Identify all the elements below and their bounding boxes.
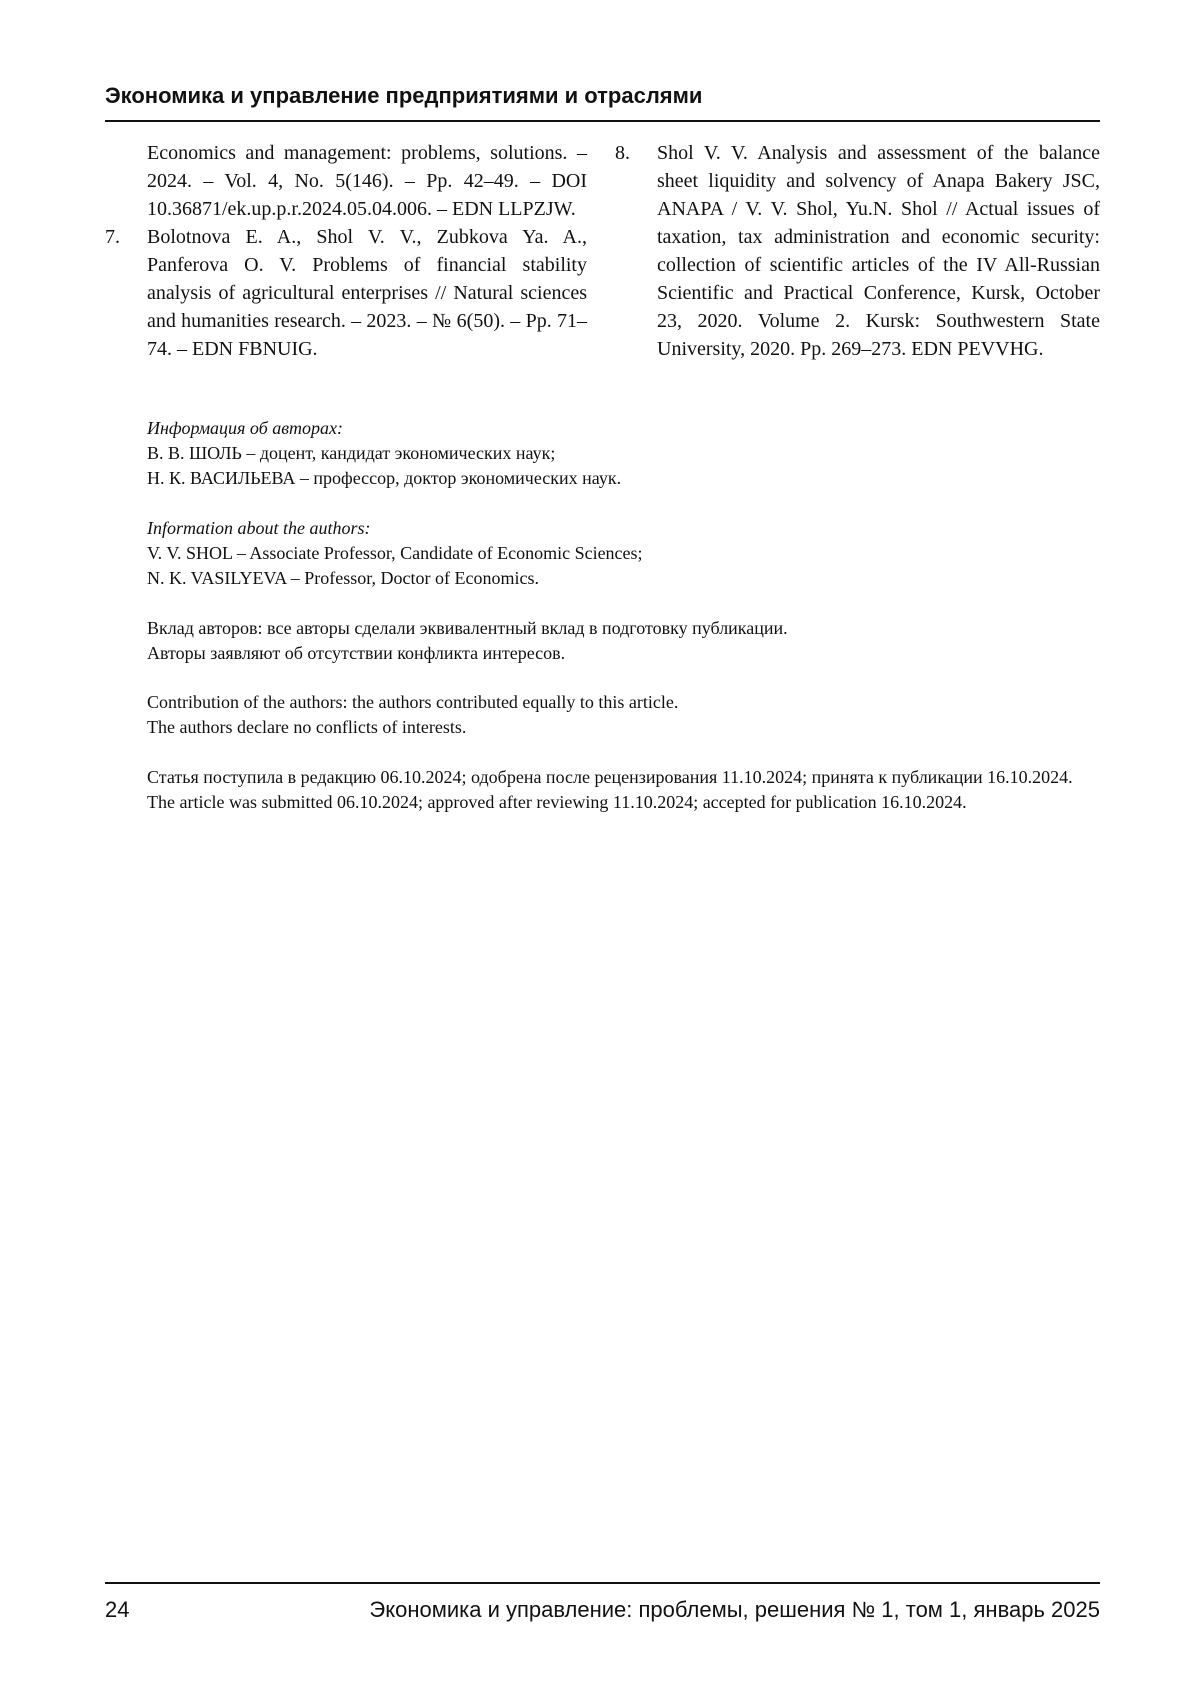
references-right-column — [615, 139, 1100, 363]
header-divider — [105, 120, 1100, 122]
conflict-line: The authors declare no conflicts of interests. — [147, 715, 1100, 740]
page-number: 24 — [105, 1594, 129, 1626]
reference-text: Shol V. V. Analysis and assessment of the balance sheet liquidity and solvency of Anapa Bakery JSC, ANAPA / V. V. Shol, Yu.N. Shol // Actual issues of taxation, tax administration and economic security: collection of scientific articles of the IV All-Russian Scientific and Practical Conference, Kursk, October 23, 2020. Volume 2. Kursk: Southwestern State University, 2020. Pp. 269–273. EDN PEVVHG. — [657, 139, 1100, 363]
article-dates-ru: Статья поступила в редакцию 06.10.2024; одобрена после рецензирования 11.10.2024; принята к публикации 16.10.2024. — [147, 765, 1100, 790]
reference-item — [615, 139, 1100, 363]
reference-item — [105, 139, 587, 223]
journal-title: Экономика и управление: проблемы, решения № 1, том 1, январь 2025 — [369, 1594, 1100, 1626]
article-dates-en: The article was submitted 06.10.2024; approved after reviewing 11.10.2024; accepted for publication 16.10.2024. — [147, 790, 1100, 815]
contribution-line: Contribution of the authors: the authors contributed equally to this article. — [147, 690, 1100, 715]
contribution-line: Вклад авторов: все авторы сделали эквивалентный вклад в подготовку публикации. — [147, 616, 1100, 641]
conflict-line: Авторы заявляют об отсутствии конфликта интересов. — [147, 641, 1100, 666]
authors-info-ru — [147, 416, 1100, 491]
contribution-en — [147, 690, 1100, 740]
running-header: Экономика и управление предприятиями и отраслями — [105, 80, 1100, 112]
reference-text: Economics and management: problems, solutions. – 2024. – Vol. 4, No. 5(146). – Pp. 42–49. – DOI 10.36871/ek.up.p.r.2024.05.04.006. – EDN LLPZJW. — [147, 139, 587, 223]
authors-info-ru-heading: Информация об авторах: — [147, 416, 1100, 441]
reference-number: 8. — [615, 139, 630, 167]
article-dates — [147, 765, 1100, 815]
authors-info-en — [147, 516, 1100, 591]
author-line: N. K. VASILYEVA – Professor, Doctor of Economics. — [147, 566, 1100, 591]
reference-item — [105, 223, 587, 363]
reference-number: 7. — [105, 223, 120, 251]
authors-info-en-heading: Information about the authors: — [147, 516, 1100, 541]
footer-divider — [105, 1582, 1100, 1584]
reference-text: Bolotnova E. A., Shol V. V., Zubkova Ya. A., Panferova O. V. Problems of financial stability analysis of agricultural enterprises // Natural sciences and humanities research. – 2023. – № 6(50). – Pp. 71–74. – EDN FBNUIG. — [147, 223, 587, 363]
contribution-ru — [147, 616, 1100, 666]
author-line: Н. К. ВАСИЛЬЕВА – профессор, доктор экономических наук. — [147, 466, 1100, 491]
author-line: В. В. ШОЛЬ – доцент, кандидат экономических наук; — [147, 441, 1100, 466]
author-line: V. V. SHOL – Associate Professor, Candidate of Economic Sciences; — [147, 541, 1100, 566]
references-left-column — [105, 139, 587, 363]
